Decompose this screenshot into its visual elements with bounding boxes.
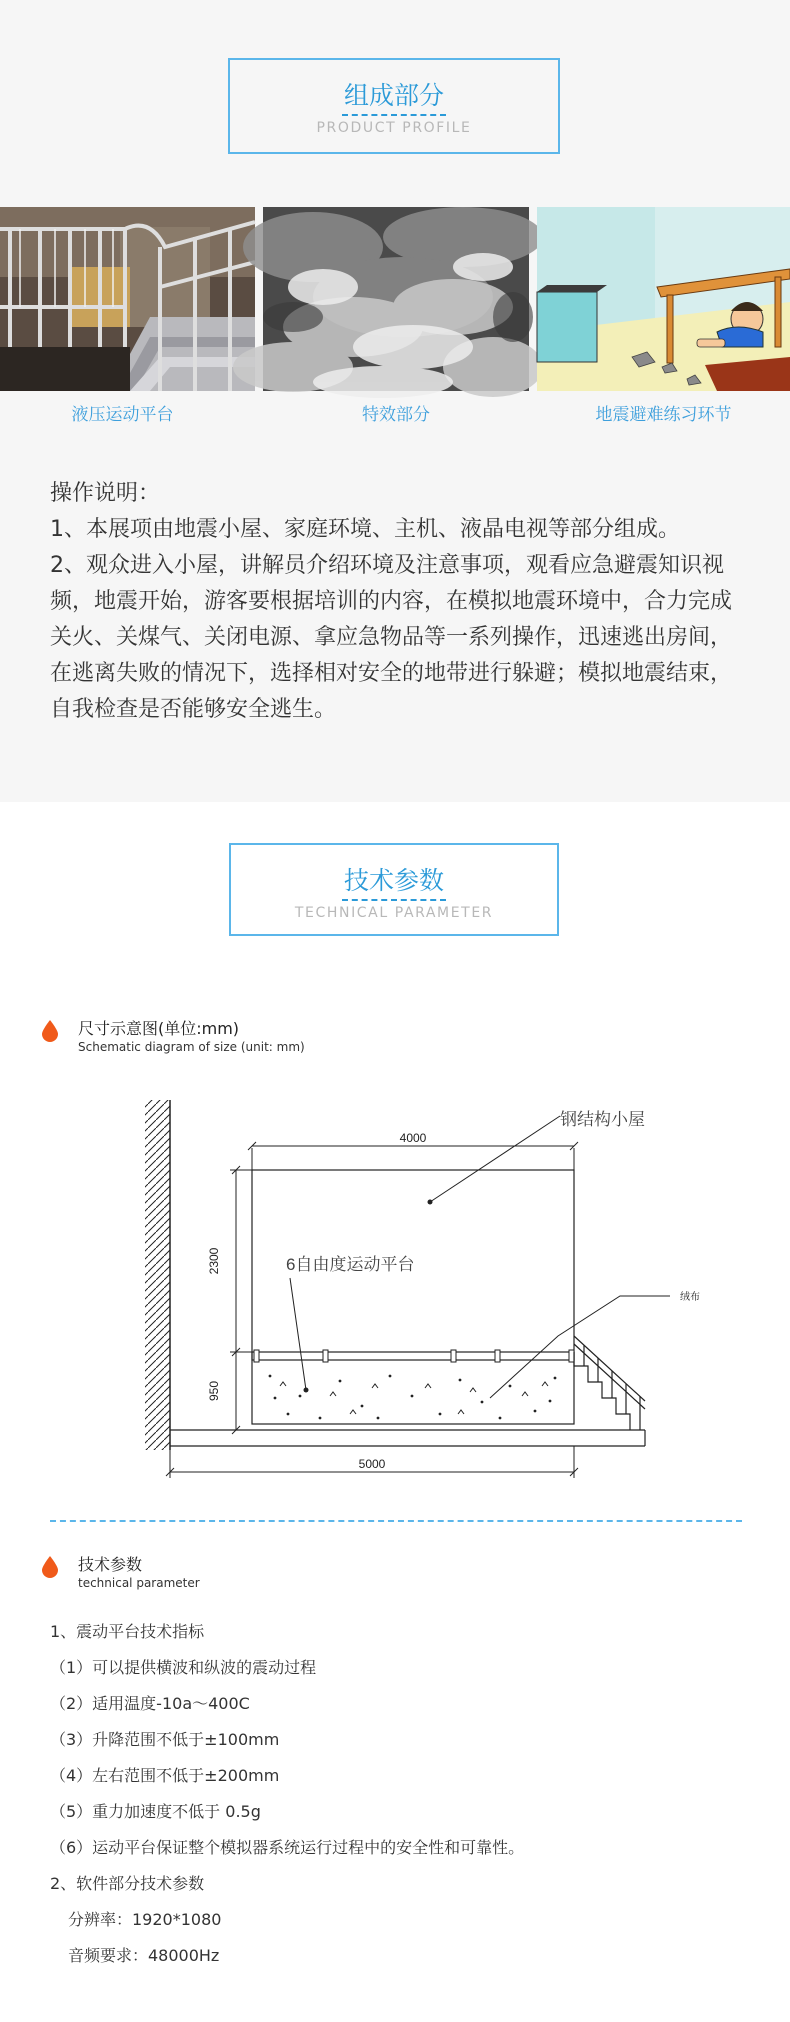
instructions-paragraph-2: 2、观众进入小屋，讲解员介绍环境及注意事项，观看应急避震知识视频，地震开始，游客要根据培训的内容，在模拟地震环境中，合力完成关火、关煤气、关闭电源、拿应急物品等一系列操作，迅速逃出房间，在逃离失败的情况下，选择相对安全的地带进行躲避；模拟地震结束，自我检查是否能够安全逃生。	[50, 553, 733, 722]
parameter-line: 2、软件部分技术参数	[50, 1874, 205, 1893]
instructions-heading: 操作说明：	[50, 481, 161, 506]
steel-house-outline	[252, 1170, 574, 1424]
earthquake-drill-illustration	[537, 207, 790, 391]
stairs	[574, 1336, 645, 1430]
parameter-line: （1）可以提供横波和纵波的震动过程	[50, 1658, 317, 1677]
dimension-width-bottom: 5000	[358, 1457, 386, 1471]
parameter-line: （2）适用温度-10a～400C	[50, 1694, 250, 1713]
special-effects-photo	[263, 207, 529, 391]
product-profile-title: 组成部分	[342, 80, 446, 116]
instructions-paragraph-1: 1、本展项由地震小屋、家庭环境、主机、液晶电视等部分组成。	[50, 517, 680, 542]
caption-special-effects: 特效部分	[362, 405, 430, 425]
parameter-line: （4）左右范围不低于±200mm	[50, 1766, 280, 1785]
dimension-width-top: 4000	[399, 1131, 427, 1145]
parameters-heading	[42, 1552, 442, 1596]
dashed-divider	[50, 1520, 742, 1522]
size-schematic-diagram	[140, 1096, 700, 1488]
product-profile-title-box	[228, 58, 560, 154]
parameter-line: 分辨率：1920*1080	[68, 1910, 222, 1929]
orange-drop-icon	[42, 1020, 58, 1042]
diagram-heading-cn: 尺寸示意图(单位:mm)	[78, 1019, 240, 1038]
operation-instructions	[50, 476, 750, 728]
dimension-height-upper: 2300	[207, 1247, 221, 1275]
diagram-heading	[42, 1016, 442, 1060]
parameter-line: （6）运动平台保证整个模拟器系统运行过程中的安全性和可靠性。	[50, 1838, 525, 1857]
concrete-pit-fill	[269, 1375, 557, 1420]
wall-hatching	[145, 1100, 170, 1450]
parameters-heading-cn: 技术参数	[78, 1555, 143, 1574]
parameters-list	[50, 1614, 750, 1974]
technical-parameter-title-box	[229, 843, 559, 936]
diagram-heading-en: Schematic diagram of size (unit: mm)	[78, 1040, 305, 1054]
caption-earthquake-drill: 地震避难练习环节	[595, 405, 732, 425]
parameter-line: 1、震动平台技术指标	[50, 1622, 205, 1641]
parameter-line: 音频要求：48000Hz	[68, 1946, 220, 1965]
dimension-height-lower: 950	[207, 1380, 221, 1402]
orange-drop-icon	[42, 1556, 58, 1578]
hydraulic-platform-photo	[0, 207, 255, 391]
label-velvet-cloth: 绒布	[680, 1292, 700, 1303]
parameter-line: （5）重力加速度不低于 0.5g	[50, 1802, 261, 1821]
product-profile-subtitle: PRODUCT PROFILE	[316, 120, 472, 136]
technical-parameter-title: 技术参数	[342, 865, 446, 901]
parameters-heading-en: technical parameter	[78, 1576, 200, 1590]
label-motion-platform: 6自由度运动平台	[286, 1255, 415, 1274]
parameter-line: （3）升降范围不低于±100mm	[50, 1730, 280, 1749]
technical-parameter-subtitle: TECHNICAL PARAMETER	[294, 905, 494, 921]
label-steel-house: 钢结构小屋	[560, 1110, 645, 1129]
caption-hydraulic-platform: 液压运动平台	[71, 405, 174, 425]
